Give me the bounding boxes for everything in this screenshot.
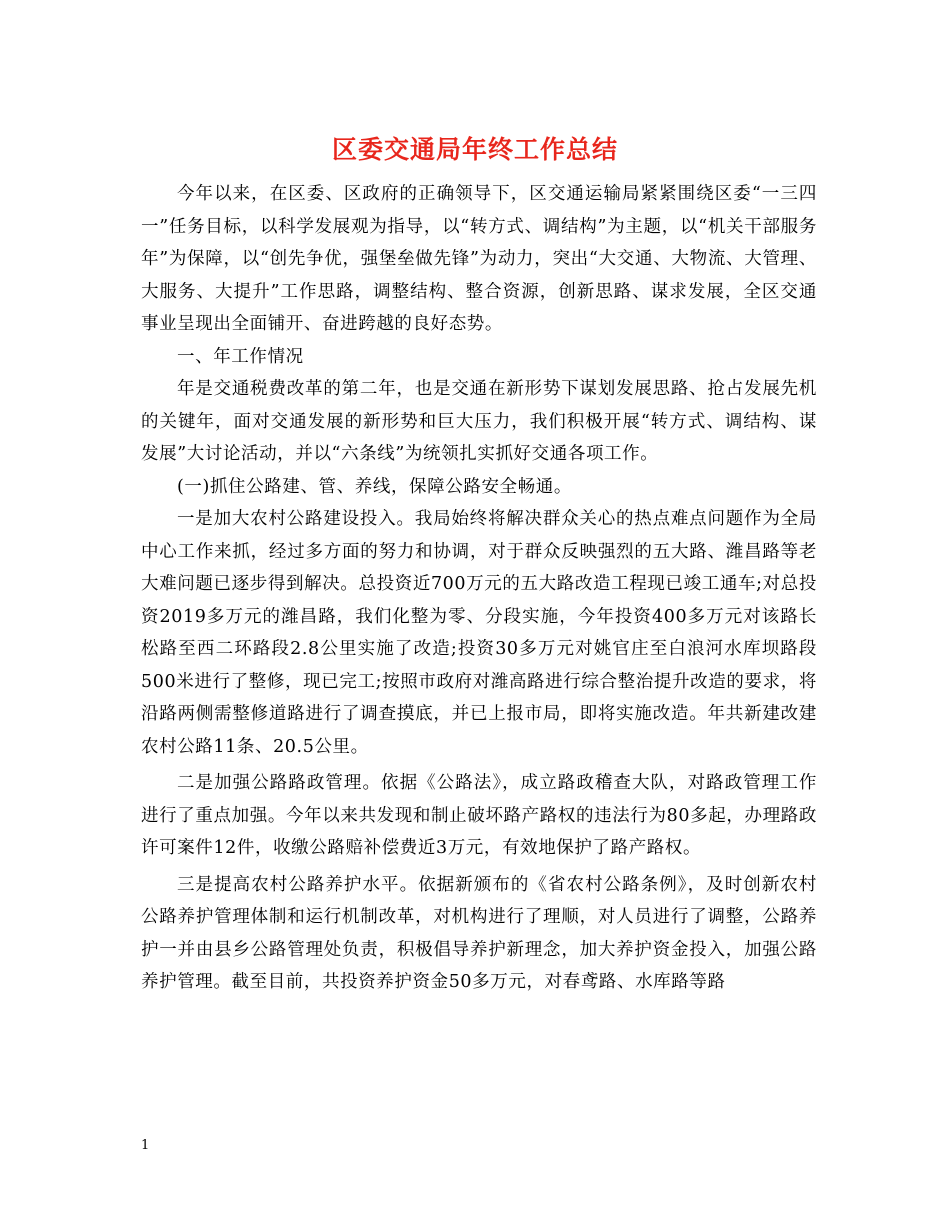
document-body bbox=[141, 178, 817, 999]
section-heading-annual-work: 一、年工作情况 bbox=[177, 346, 304, 367]
document-title: 区委交通局年终工作总结 bbox=[331, 135, 618, 164]
page-number: 1 bbox=[141, 1138, 150, 1153]
paragraph-rural-road-construction: 一是加大农村公路建设投入。我局始终将解决群众关心的热点难点问题作为全局中心工作来抓，经过多方面的努力和协调，对于群众反映强烈的五大路、潍昌路等老大难问题已逐步得到解决。总投资近700万元的五大路改造工程现已竣工通车;对总投资2019多万元的潍昌路，我们化整为零、分段实施，今年投资400多万元对该路长松路至西二环路段2.8公里实施了改造;投资30多万元对姚官庄至白浪河水库坝路段500米进行了整修，现已完工;按照市政府对潍高路进行综合整治提升改造的要求，将沿路两侧需整修道路进行了调查摸底，并已上报市局，即将实施改造。年共新建改建农村公路11条、20.5公里。 bbox=[141, 509, 817, 757]
paragraph-intro: 今年以来，在区委、区政府的正确领导下，区交通运输局紧紧围绕区委“一三四一”任务目标，以科学发展观为指导，以“转方式、调结构”为主题，以“机关干部服务年”为保障，以“创先争优，强堡垒做先锋”为动力，突出“大交通、大物流、大管理、大服务、大提升”工作思路，调整结构、整合资源，创新思路、谋求发展，全区交通事业呈现出全面铺开、奋进跨越的良好态势。 bbox=[141, 184, 817, 334]
paragraph-road-maintenance: 三是提高农村公路养护水平。依据新颁布的《省农村公路条例》，及时创新农村公路养护管理体制和运行机制改革，对机构进行了理顺，对人员进行了调整，公路养护一并由县乡公路管理处负责，积极倡导养护新理念，加大养护资金投入，加强公路养护管理。截至目前，共投资养护资金50多万元，对春鸢路、水库路等路 bbox=[141, 874, 817, 992]
paragraph-road-administration: 二是加强公路路政管理。依据《公路法》，成立路政稽查大队，对路政管理工作进行了重点加强。今年以来共发现和制止破坏路产路权的违法行为80多起，办理路政许可案件12件，收缴公路赔补偿费近3万元，有效地保护了路产路权。 bbox=[141, 773, 817, 858]
paragraph-overview: 年是交通税费改革的第二年，也是交通在新形势下谋划发展思路、抢占发展先机的关键年，面对交通发展的新形势和巨大压力，我们积极开展“转方式、调结构、谋发展”大讨论活动，并以“六条线”为统领扎实抓好交通各项工作。 bbox=[141, 379, 817, 464]
subsection-heading-roads: (一)抓住公路建、管、养线，保障公路安全畅通。 bbox=[177, 476, 572, 497]
